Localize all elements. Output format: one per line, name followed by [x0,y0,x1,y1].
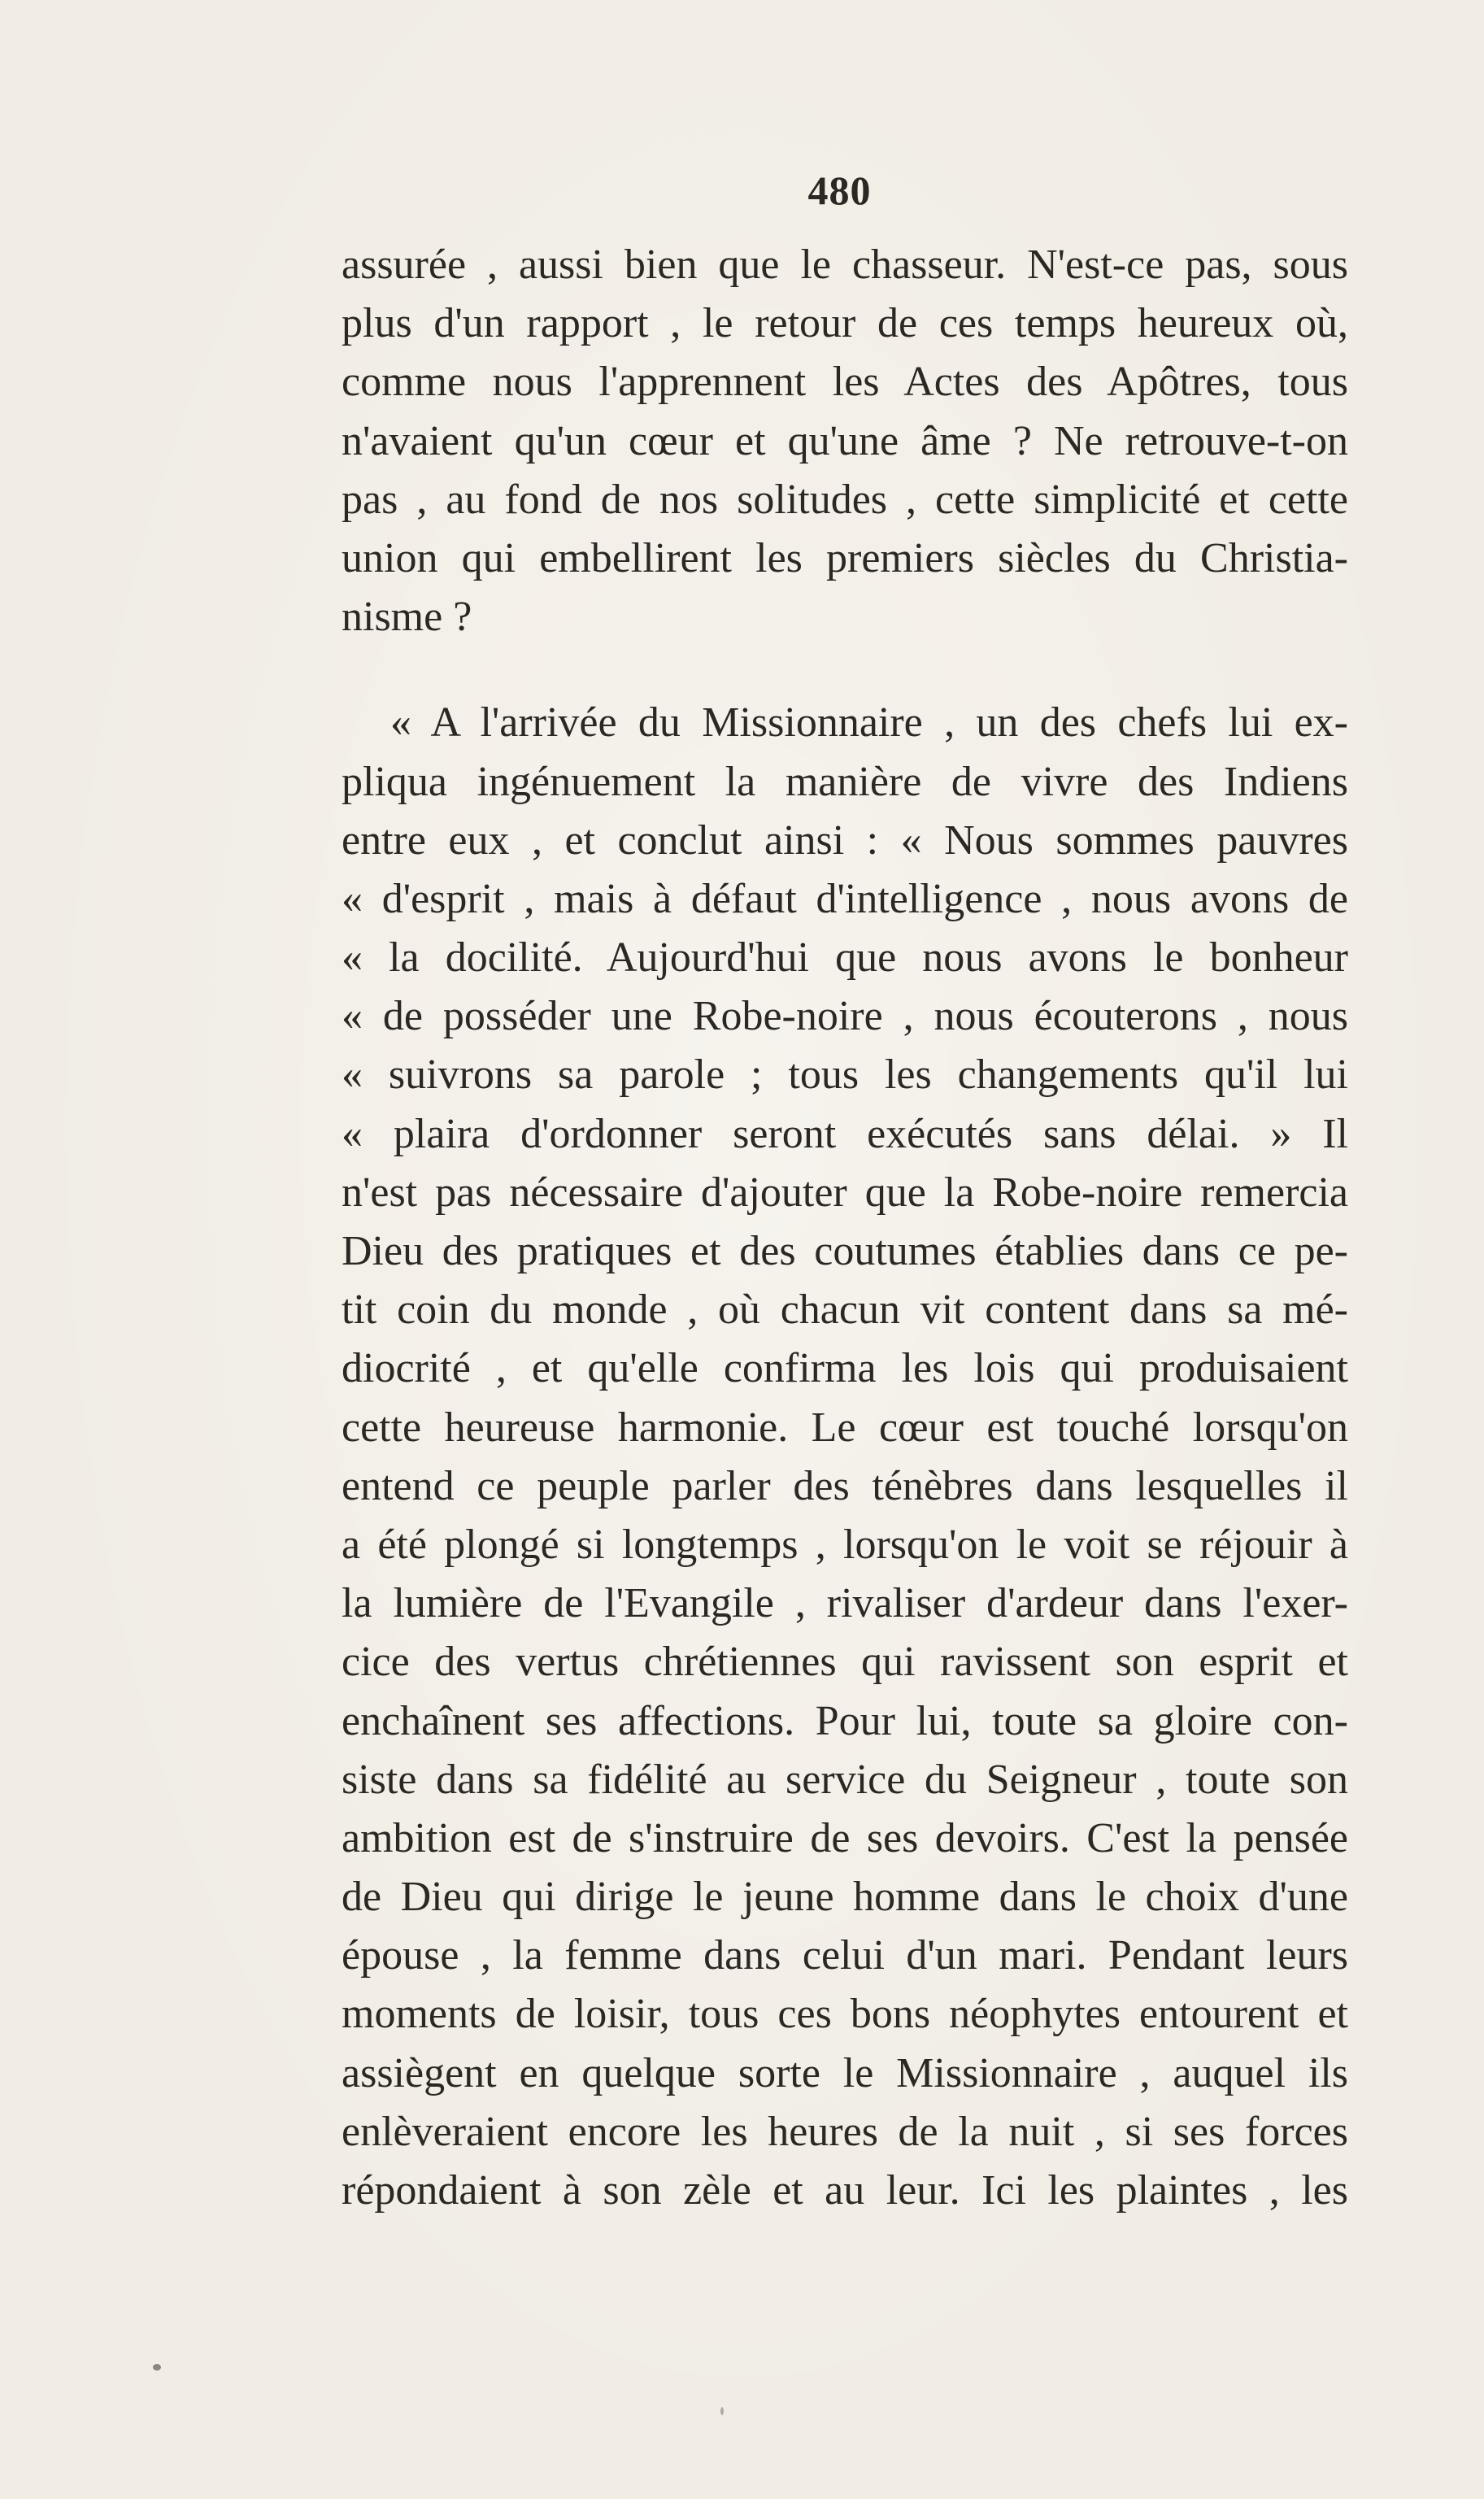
text-line: répondaient à son zèle et au leur. Ici les plaintes , les [342,2167,1348,2214]
text-line: enchaînent ses affections. Pour lui, toute sa gloire con- [342,1697,1348,1744]
text-line: assurée , aussi bien que le chasseur. N'est-ce pas, sous [342,242,1348,288]
text-line: pliqua ingénuement la manière de vivre des Indiens [342,758,1348,805]
text-line: « suivrons sa parole ; tous les changements qu'il lui [342,1051,1348,1099]
text-line: pas , au fond de nos solitudes , cette simplicité et cette [342,476,1348,523]
text-line: enlèveraient encore les heures de la nuit , si ses forces [342,2108,1348,2155]
text-line: diocrité , et qu'elle confirma les lois qui produisaient [342,1345,1348,1392]
text-line: cette heureuse harmonie. Le cœur est touché lorsqu'on [342,1404,1348,1451]
text-line: épouse , la femme dans celui d'un mari. Pendant leurs [342,1932,1348,1979]
text-line: plus d'un rapport , le retour de ces temps heureux où, [342,300,1348,347]
paragraph-gap [342,647,1348,694]
paper-speck [720,2407,724,2415]
text-line: assiègent en quelque sorte le Missionnaire , auquel ils [342,2049,1348,2096]
text-line: « A l'arrivée du Missionnaire , un des chefs lui ex- [390,699,1348,747]
page-number: 480 [807,168,872,213]
text-line: entend ce peuple parler des ténèbres dans lesquelles il [342,1462,1348,1509]
text-line: tit coin du monde , où chacun vit content dans sa mé- [342,1287,1348,1334]
text-line: cice des vertus chrétiennes qui ravissent son esprit et [342,1639,1348,1686]
text-line: nisme ? [342,594,472,641]
text-line: la lumière de l'Evangile , rivaliser d'ardeur dans l'exer- [342,1580,1348,1627]
text-line: « de posséder une Robe-noire , nous écouterons , nous [342,993,1348,1040]
text-line: « plaira d'ordonner seront exécutés sans délai. » Il [342,1110,1348,1157]
paragraph-2 [342,694,1348,2220]
text-line: siste dans sa fidélité au service du Seigneur , toute son [342,1756,1348,1803]
text-line: n'est pas nécessaire d'ajouter que la Robe-noire remercia [342,1169,1348,1216]
text-line: Dieu des pratiques et des coutumes établies dans ce pe- [342,1228,1348,1274]
text-line: comme nous l'apprennent les Actes des Apôtres, tous [342,359,1348,406]
text-line: union qui embellirent les premiers siècles du Christia- [342,534,1348,581]
text-body [342,236,1348,2220]
text-line: moments de loisir, tous ces bons néophytes entourent et [342,1991,1348,2038]
text-line: entre eux , et conclut ainsi : « Nous sommes pauvres [342,816,1348,864]
text-line: de Dieu qui dirige le jeune homme dans le choix d'une [342,1874,1348,1921]
paragraph-1 [342,236,1348,647]
paper-speck [153,2364,161,2371]
text-line: ambition est de s'instruire de ses devoirs. C'est la pensée [342,1814,1348,1861]
text-line: n'avaient qu'un cœur et qu'une âme ? Ne retrouve-t-on [342,417,1348,464]
text-line: a été plongé si longtemps , lorsqu'on le voit se réjouir à [342,1521,1348,1568]
text-line: « la docilité. Aujourd'hui que nous avons le bonheur [342,934,1348,982]
text-line: « d'esprit , mais à défaut d'intelligence , nous avons de [342,875,1348,922]
